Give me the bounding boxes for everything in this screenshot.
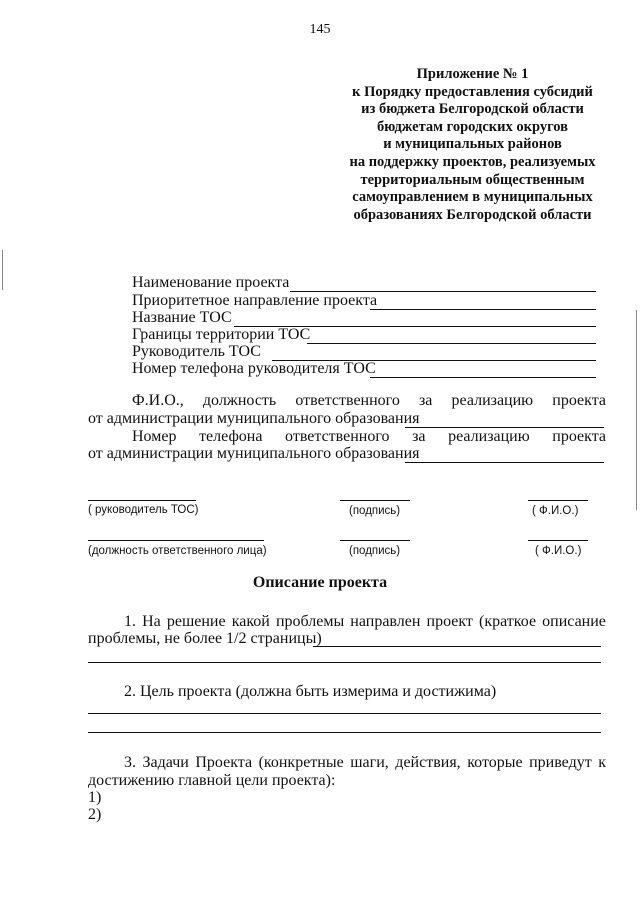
word: Задачи xyxy=(142,754,189,771)
appendix-line: из бюджета Белгородской области xyxy=(361,101,584,118)
word: (конкретные xyxy=(258,754,344,771)
word: Ф.И.О., xyxy=(132,392,184,409)
tos-name-label: Название ТОС xyxy=(132,309,232,326)
tos-borders-line[interactable] xyxy=(307,343,596,344)
item3-sub2: 2) xyxy=(88,806,102,823)
word: проекта xyxy=(552,428,606,445)
fio-line[interactable] xyxy=(528,500,588,501)
signature-caption: (подпись) xyxy=(349,545,401,557)
word: должность xyxy=(202,392,277,409)
signature-line[interactable] xyxy=(340,500,410,501)
word: ответственного xyxy=(295,392,400,409)
appendix-line: и муниципальных районов xyxy=(383,136,562,153)
word: проект xyxy=(426,613,473,630)
word: действия, xyxy=(395,754,461,771)
scan-edge-mark xyxy=(2,250,3,290)
word: какой xyxy=(231,613,270,630)
word: которые xyxy=(467,754,523,771)
word: ответственного xyxy=(285,428,390,445)
appendix-line: самоуправлением в муниципальных xyxy=(352,189,593,206)
fio-caption: ( Ф.И.О.) xyxy=(532,505,579,517)
appendix-line: бюджетам городских округов xyxy=(376,118,569,135)
word: к xyxy=(598,754,606,771)
word: Номер xyxy=(132,428,177,445)
signature-caption: (подпись) xyxy=(349,505,401,517)
appendix-header xyxy=(330,66,615,224)
word: проблемы xyxy=(275,613,345,630)
appendix-line: территориальным общественным xyxy=(360,171,585,188)
word: 3. xyxy=(124,754,136,771)
signature-line[interactable] xyxy=(340,540,410,541)
word: приведут xyxy=(529,754,592,771)
appendix-line: на поддержку проектов, реализуемых xyxy=(349,153,596,170)
word: за xyxy=(418,392,433,409)
word: (краткое xyxy=(479,613,537,630)
tos-borders-label: Границы территории ТОС xyxy=(132,326,311,343)
scan-edge-mark xyxy=(636,310,637,510)
item3-line1 xyxy=(124,754,606,772)
word: шаги, xyxy=(350,754,389,771)
item2-answer-line[interactable] xyxy=(88,732,601,733)
word: реализацию xyxy=(448,428,530,445)
word: На xyxy=(142,613,161,630)
word: за xyxy=(412,428,426,445)
responsible-phone-line2: от администрации муниципального образования xyxy=(88,445,420,462)
page-number: 145 xyxy=(309,22,331,37)
word: решение xyxy=(166,613,226,630)
word: описание xyxy=(542,613,606,630)
tos-head-label: Руководитель ТОС xyxy=(132,343,261,360)
word: телефона xyxy=(199,428,263,445)
item1-line2: проблемы, не более 1/2 страницы) xyxy=(88,630,322,647)
responsible-fio-line2: от администрации муниципального образования xyxy=(88,410,420,427)
item2-text: 2. Цель проекта (должна быть измерима и достижима) xyxy=(124,683,497,700)
word: 1. xyxy=(124,613,136,630)
word: реализацию xyxy=(451,392,534,409)
item2-answer-line[interactable] xyxy=(88,713,601,714)
tos-head-signature-line[interactable] xyxy=(88,500,196,501)
priority-direction-label: Приоритетное направление проекта xyxy=(132,292,378,309)
word: проекта xyxy=(552,392,606,409)
responsible-phone-line1 xyxy=(132,428,606,446)
project-name-label: Наименование проекта xyxy=(132,274,290,291)
responsible-position-line[interactable] xyxy=(88,540,264,541)
word: Проекта xyxy=(195,754,253,771)
fio-line[interactable] xyxy=(528,540,588,541)
responsible-position-caption: (должность ответственного лица) xyxy=(88,545,267,557)
item1-answer-line[interactable] xyxy=(313,646,601,647)
item1-line1 xyxy=(124,613,606,631)
responsible-phone-input-line[interactable] xyxy=(405,462,604,463)
responsible-fio-line1 xyxy=(132,392,606,410)
item3-line2: достижению главной цели проекта): xyxy=(88,772,336,789)
tos-head-role-caption: ( руководитель ТОС) xyxy=(88,504,199,516)
appendix-title: Приложение № 1 xyxy=(416,66,529,82)
description-title: Описание проекта xyxy=(252,574,388,591)
fio-caption: ( Ф.И.О.) xyxy=(535,545,582,557)
appendix-line: образованиях Белгородской области xyxy=(353,206,592,223)
tos-head-phone-line[interactable] xyxy=(370,377,596,378)
tos-head-phone-label: Номер телефона руководителя ТОС xyxy=(132,360,376,377)
appendix-line: к Порядку предоставления субсидий xyxy=(352,83,593,100)
word: направлен xyxy=(350,613,421,630)
item3-sub1: 1) xyxy=(88,789,102,806)
item1-answer-line[interactable] xyxy=(88,662,601,663)
priority-direction-line[interactable] xyxy=(370,309,596,310)
